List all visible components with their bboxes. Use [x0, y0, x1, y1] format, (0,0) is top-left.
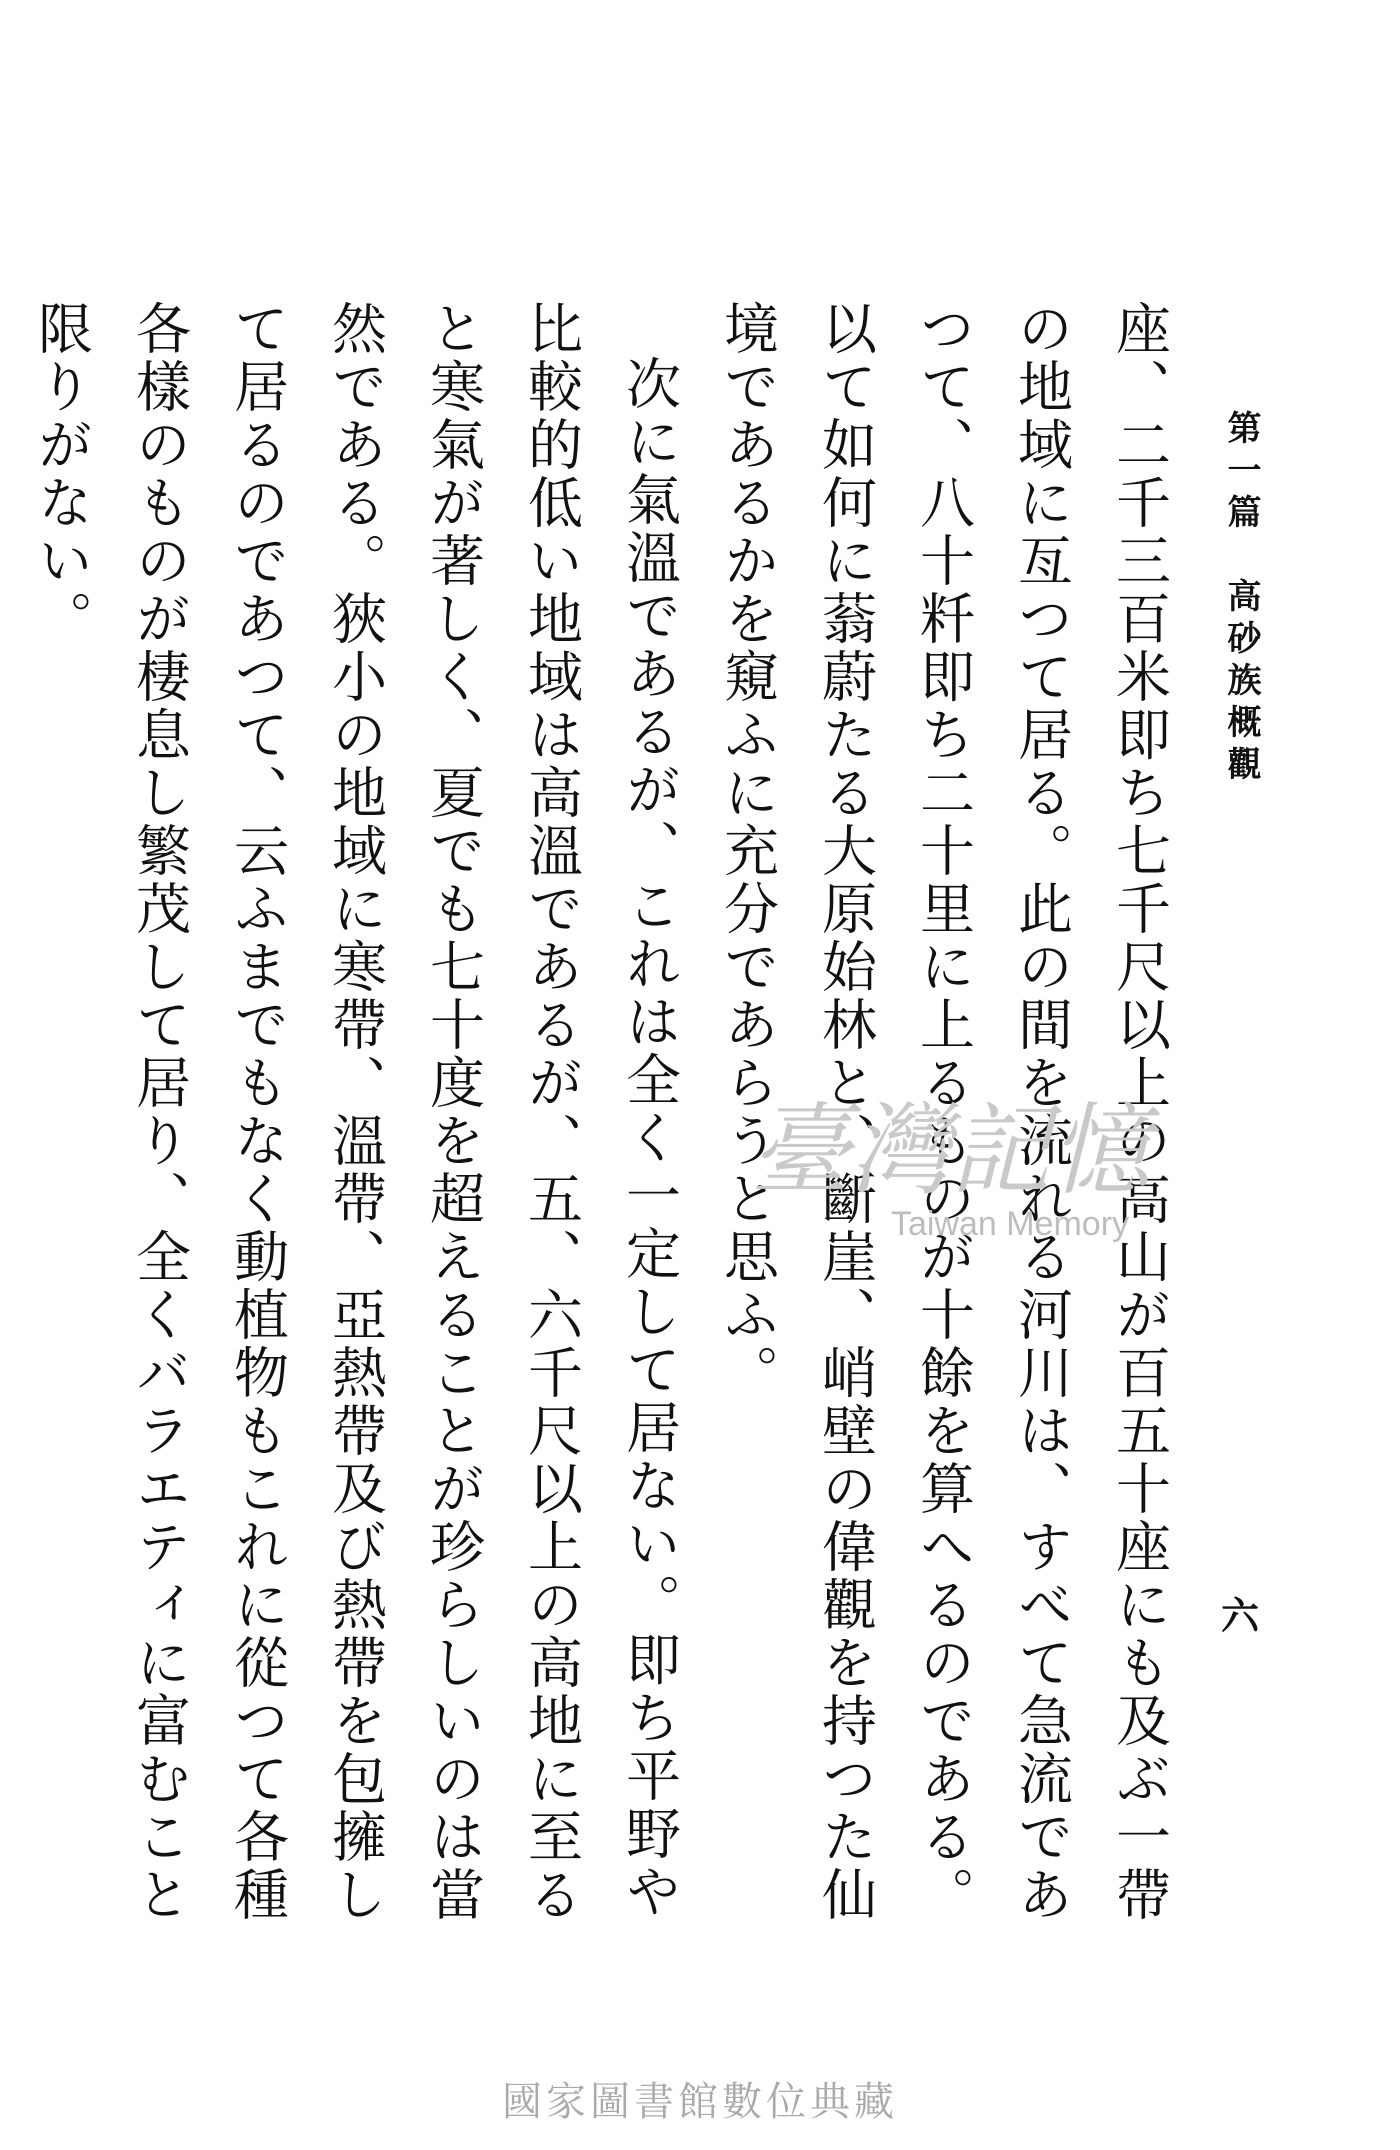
watermark-chinese-text: 臺灣記憶	[750, 1092, 1150, 1209]
source-footer: 國家圖書館數位典藏	[502, 2079, 898, 2125]
paragraph-1: 座、二千三百米即ち七千尺以上の高山が百五十座にも及ぶ一帶の地域に亙つて居る。此の間を流れる河川は、すべて急流であつて、八十粁即ち二十里に上るものが十餘を算へるのである。以て如何に蓊蔚たる大原始林と、斷崖、峭壁の偉觀を持つた仙境であるかを窺ふに充分であらうと思ふ。	[715, 300, 1171, 1924]
page-number: 六	[1220, 1593, 1259, 1638]
paragraph-3	[0, 300, 12, 1970]
body-text	[29, 300, 1188, 1970]
paragraph-2: 次に氣溫であるが、これは全く一定して居ない。即ち平野や比較的低い地域は高溫であるが、五、六千尺以上の高地に至ると寒氣が著しく、夏でも七十度を超えることが珍らしいのは當然である。狹小の地域に寒帶、溫帶、亞熱帶及び熱帶を包擁して居るのであつて、云ふまでもなく動植物もこれに從つて各種各樣のものが棲息し繁茂して居り、全くバラエティに富むこと限りがない。	[29, 300, 681, 1924]
running-header: 第一篇 高砂族概觀	[1221, 410, 1261, 788]
watermark-english-text: Taiwan Memory	[890, 1205, 1130, 1243]
